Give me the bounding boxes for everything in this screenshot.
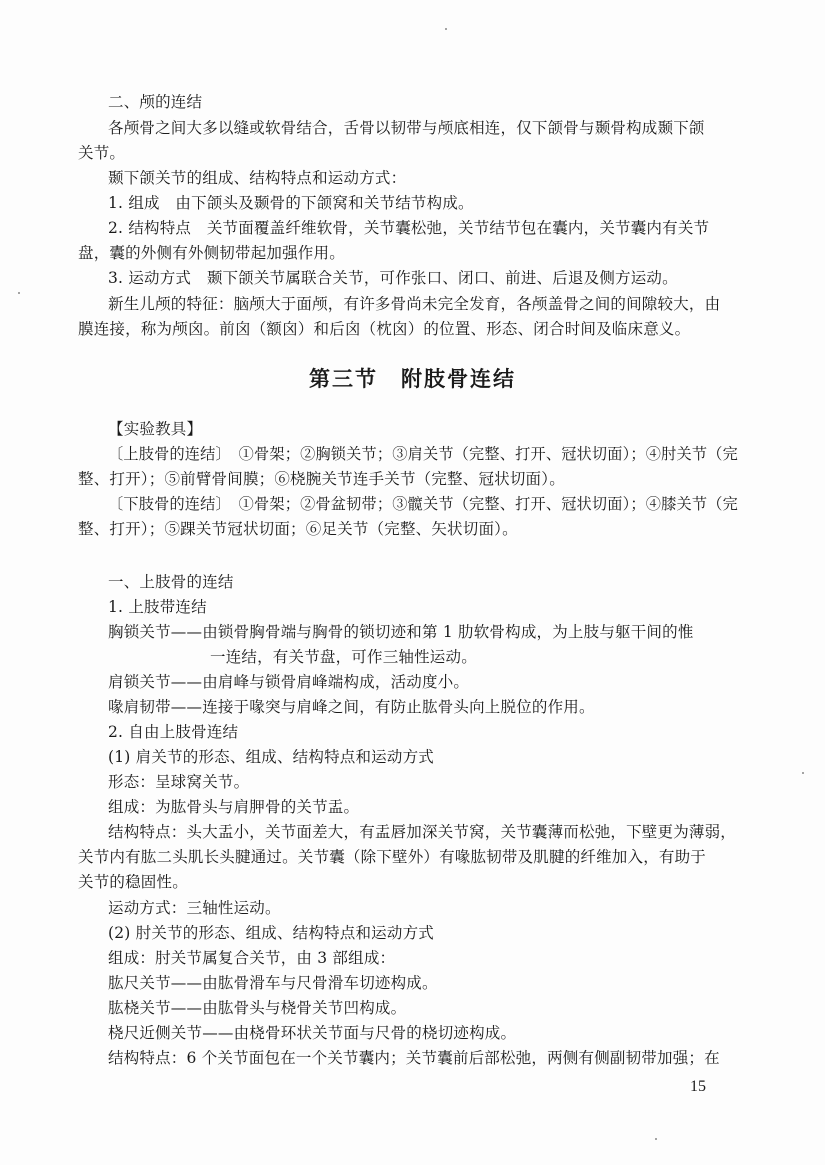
page-number: 15 <box>690 1078 706 1095</box>
paragraph-line: 肱桡关节——由肱骨头与桡骨关节凹构成。 <box>108 999 407 1017</box>
subheading: (1) 肩关节的形态、组成、结构特点和运动方式 <box>108 748 434 766</box>
section-title: 第三节 附肢骨连结 <box>309 367 516 391</box>
paragraph-line: 整、打开）；⑤踝关节冠状切面；⑥足关节（完整、矢状切面）。 <box>78 520 518 538</box>
paragraph-line: 3. 运动方式 颞下颌关节属联合关节，可作张口、闭口、前进、后退及侧方运动。 <box>108 269 678 287</box>
subheading: 2. 自由上肢骨连结 <box>108 723 239 741</box>
heading-upper-limb-joints: 一、上肢骨的连结 <box>108 573 234 591</box>
paragraph-line: 〔上肢骨的连结〕 ①骨架；②胸锁关节；③肩关节（完整、打开、冠状切面）；④肘关节（完 <box>108 445 738 463</box>
paragraph-line: 肱尺关节——由肱骨滑车与尺骨滑车切迹构成。 <box>108 974 438 992</box>
paragraph-line: 组成：为肱骨头与肩胛骨的关节盂。 <box>108 798 360 816</box>
paragraph-line: 结构特点：6 个关节面包在一个关节囊内；关节囊前后部松弛，两侧有侧副韧带加强；在 <box>108 1049 720 1067</box>
scan-speck <box>655 1138 657 1140</box>
paragraph-line: 喙肩韧带——连接于喙突与肩峰之间，有防止肱骨头向上脱位的作用。 <box>108 698 595 716</box>
paragraph-line: 形态：呈球窝关节。 <box>108 773 250 791</box>
paragraph-line: 盘，囊的外侧有外侧韧带起加强作用。 <box>78 244 345 262</box>
paragraph-line: 新生儿颅的特征：脑颅大于面颅，有许多骨尚未完全发育，各颅盖骨之间的间隙较大，由 <box>108 295 721 313</box>
paragraph-line: 组成：肘关节属复合关节，由 3 部组成： <box>108 949 396 967</box>
paragraph-line: 关节内有肱二头肌长头腱通过。关节囊（除下壁外）有喙肱韧带及肌腱的纤维加入，有助于 <box>78 848 707 866</box>
paragraph-line: 颞下颌关节的组成、结构特点和运动方式： <box>108 169 407 187</box>
paragraph-line: 结构特点：头大盂小，关节面差大，有盂唇加深关节窝，关节囊薄而松弛，下壁更为薄弱， <box>108 823 737 841</box>
paragraph-line: 2. 结构特点 关节面覆盖纤维软骨，关节囊松弛，关节结节包在囊内，关节囊内有关节 <box>108 219 710 237</box>
scan-speck <box>445 28 447 30</box>
paragraph-line: 胸锁关节——由锁骨胸骨端与胸骨的锁切迹和第 1 肋软骨构成，为上肢与躯干间的惟 <box>108 623 694 641</box>
subheading: 1. 上肢带连结 <box>108 598 207 616</box>
paragraph-line: 1. 组成 由下颌头及颞骨的下颌窝和关节结节构成。 <box>108 194 474 212</box>
paragraph-line: 〔下肢骨的连结〕 ①骨架；②骨盆韧带；③髋关节（完整、打开、冠状切面）；④膝关节（完 <box>108 495 738 513</box>
paragraph-line: 各颅骨之间大多以缝或软骨结合，舌骨以韧带与颅底相连，仅下颌骨与颞骨构成颞下颌 <box>108 119 705 137</box>
scan-speck <box>18 292 20 294</box>
paragraph-line: 桡尺近侧关节——由桡骨环状关节面与尺骨的桡切迹构成。 <box>108 1024 517 1042</box>
paragraph-line: 整、打开）；⑤前臂骨间膜；⑥桡腕关节连手关节（完整、冠状切面）。 <box>78 470 565 488</box>
paragraph-line: 一连结，有关节盘，可作三轴性运动。 <box>210 648 477 666</box>
scan-speck <box>802 772 804 774</box>
paragraph-line: 膜连接，称为颅囟。前囟（额囟）和后囟（枕囟）的位置、形态、闭合时间及临床意义。 <box>78 320 691 338</box>
paragraph-line: 肩锁关节——由肩峰与锁骨肩峰端构成，活动度小。 <box>108 673 470 691</box>
paragraph-line: 关节。 <box>78 144 126 162</box>
lab-materials-heading: 【实验教具】 <box>108 420 203 438</box>
paragraph-line: 关节的稳固性。 <box>78 873 188 891</box>
subheading: (2) 肘关节的形态、组成、结构特点和运动方式 <box>108 924 434 942</box>
heading-skull-joints: 二、颅的连结 <box>108 93 203 111</box>
paragraph-line: 运动方式：三轴性运动。 <box>108 899 281 917</box>
